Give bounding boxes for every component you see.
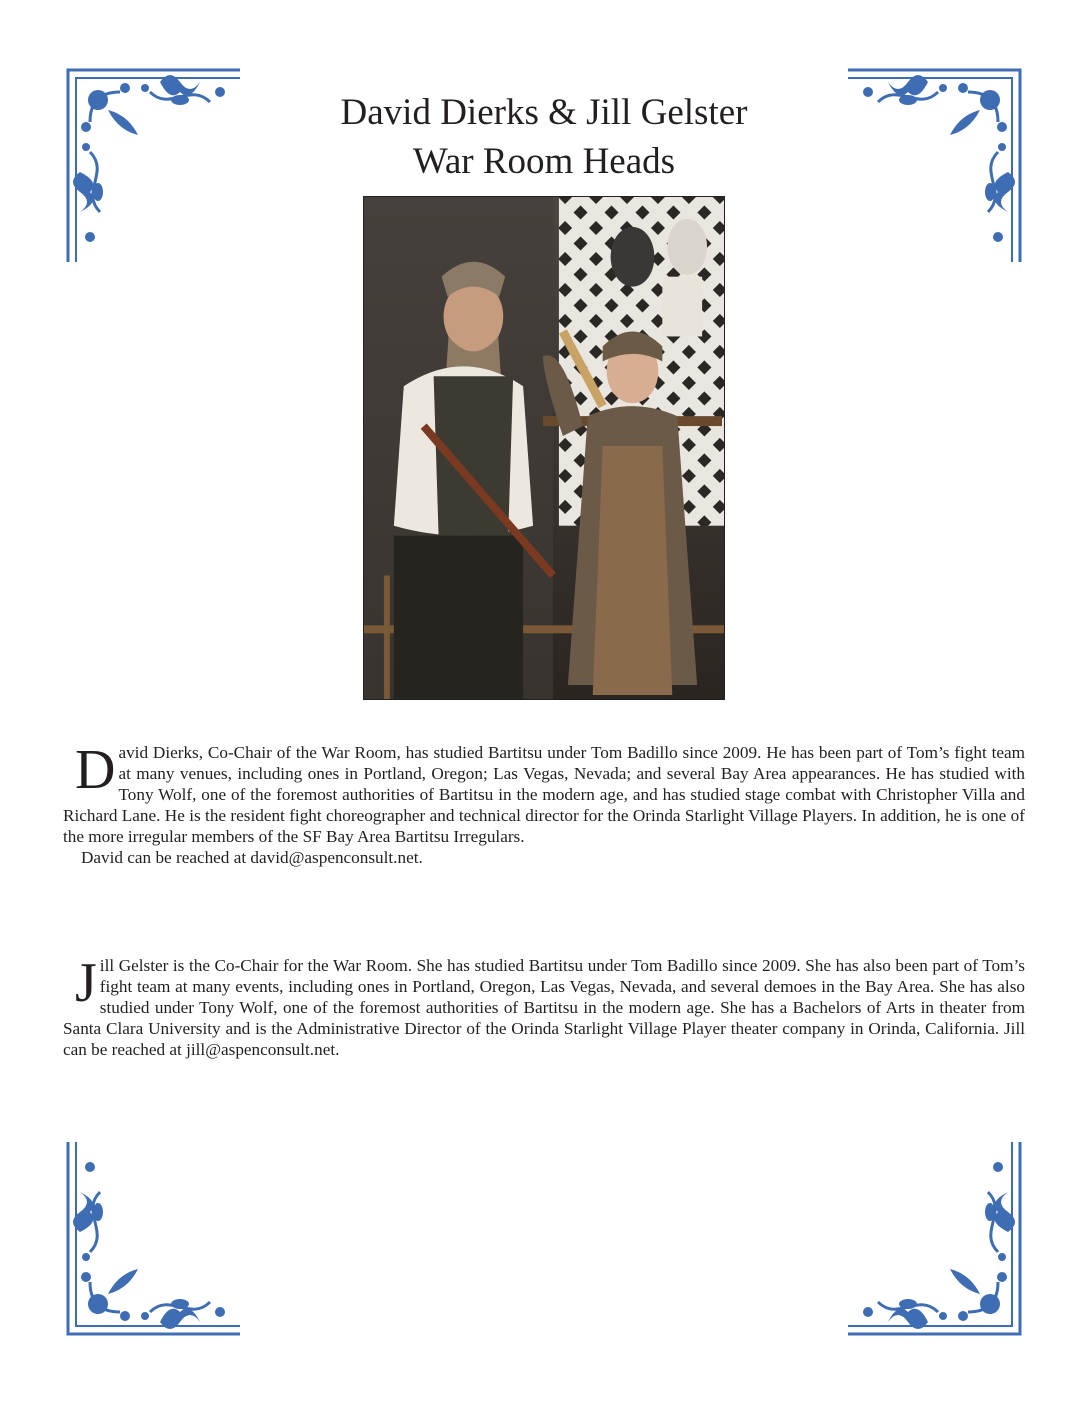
page-title: David Dierks & Jill Gelster	[340, 92, 748, 133]
bio-david-text: avid Dierks, Co-Chair of the War Room, has studied Bartitsu under Tom Badillo since 2009. He has been part of Tom’s fight team at many venues, including ones in Portland, Oregon; Las Vegas, Nevada; and several Bay Area appearances. He has studied with Tony Wolf, one of the foremost authorities of Bartitsu in the modern age, and has studied stage combat with Christopher Villa and Richard Lane. He is the resident fight choreographer and technical director for the Orinda Starlight Village Players. In addition, he is one of the more irregular members of the SF Bay Area Bartitsu Irregulars.	[63, 743, 1025, 846]
portrait-photo	[363, 196, 725, 700]
corner-ornament-top-left	[60, 62, 240, 262]
dropcap-j: J	[75, 952, 97, 1014]
page-subtitle: War Room Heads	[412, 141, 676, 182]
bio-david-paragraph	[63, 739, 1025, 868]
corner-flourish-icon	[848, 1142, 1028, 1342]
bio-jill-paragraph	[63, 952, 1025, 1060]
dropcap-d: D	[75, 739, 116, 801]
corner-flourish-icon	[848, 62, 1028, 262]
bio-jill-text: ill Gelster is the Co-Chair for the War Room. She has studied Bartitsu under Tom Badillo since 2009. She has also been part of Tom’s fight team at many events, including ones in Portland, Oregon, Las Vegas, Nevada, and several demoes in the Bay Area. She has also studied under Tony Wolf, one of the foremost authorities of Bartitsu in the modern age. She has a Bachelors of Arts in theater from Santa Clara University and is the Administrative Director of the Orinda Starlight Village Player theater company in Orinda, California. Jill can be reached at jill@aspenconsult.net.	[63, 956, 1025, 1059]
corner-ornament-bottom-right	[848, 1142, 1028, 1342]
corner-ornament-bottom-left	[60, 1142, 240, 1342]
corner-ornament-top-right	[848, 62, 1028, 262]
corner-flourish-icon	[60, 1142, 240, 1342]
corner-flourish-icon	[60, 62, 240, 262]
bio-david-contact: David can be reached at david@aspenconsult.net.	[81, 848, 423, 867]
portrait-illustration	[364, 197, 724, 699]
